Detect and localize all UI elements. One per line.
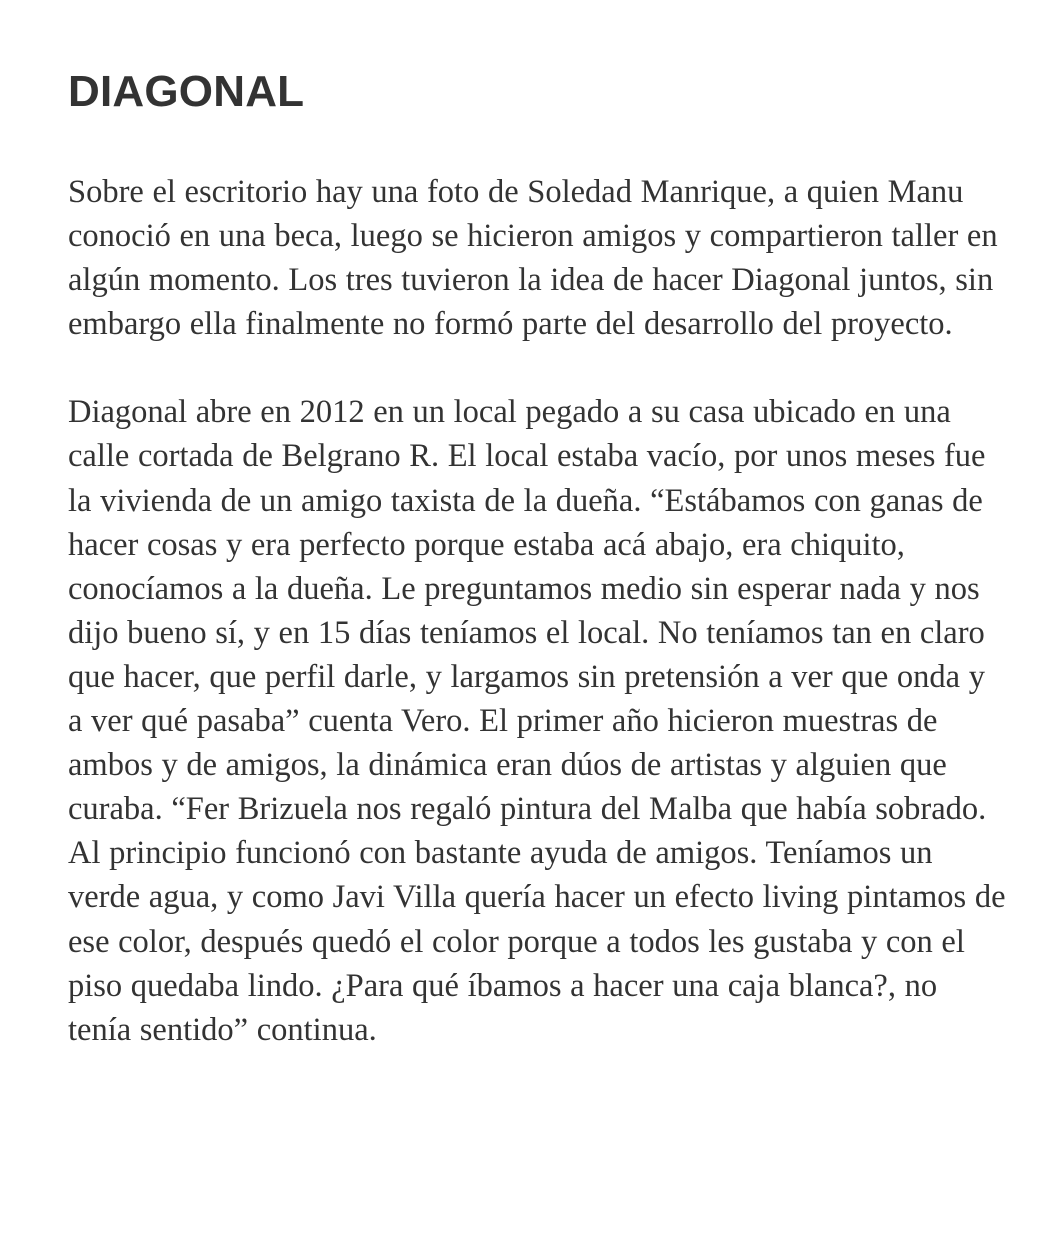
article-paragraph: Diagonal abre en 2012 en un local pegado a su casa ubicado en una calle cortada de Belgrano R. El local estaba vacío, por unos meses fue la vivienda de un amigo taxista de la dueña. “Estábamos con ganas de hacer cosas y era perfecto porque estaba acá abajo, era chiquito, conocíamos a la dueña. Le preguntamos medio sin esperar nada y nos dijo bueno sí, y en 15 días teníamos el local. No teníamos tan en claro que hacer, que perfil darle, y largamos sin pretensión a ver que onda y a ver qué pasaba” cuenta Vero. El primer año hicieron muestras de ambos y de amigos, la dinámica eran dúos de artistas y alguien que curaba. “Fer Brizuela nos regaló pintura del Malba que había sobrado. Al principio funcionó con bastante ayuda de amigos. Teníamos un verde agua, y como Javi Villa quería hacer un efecto living pintamos de ese color, después quedó el color porque a todos les gustaba y con el piso quedaba lindo. ¿Para qué íbamos a hacer una caja blanca?, no tenía sentido” continua. (68, 394, 1006, 1048)
article-title: DIAGONAL (68, 67, 305, 116)
article (68, 64, 1008, 1052)
article-paragraph: Sobre el escritorio hay una foto de Soledad Manrique, a quien Manu conoció en una beca, luego se hicieron amigos y compartieron taller en algún momento. Los tres tuvieron la idea de hacer Diagonal juntos, sin embargo ella finalmente no formó parte del desarrollo del proyecto. (68, 174, 998, 343)
